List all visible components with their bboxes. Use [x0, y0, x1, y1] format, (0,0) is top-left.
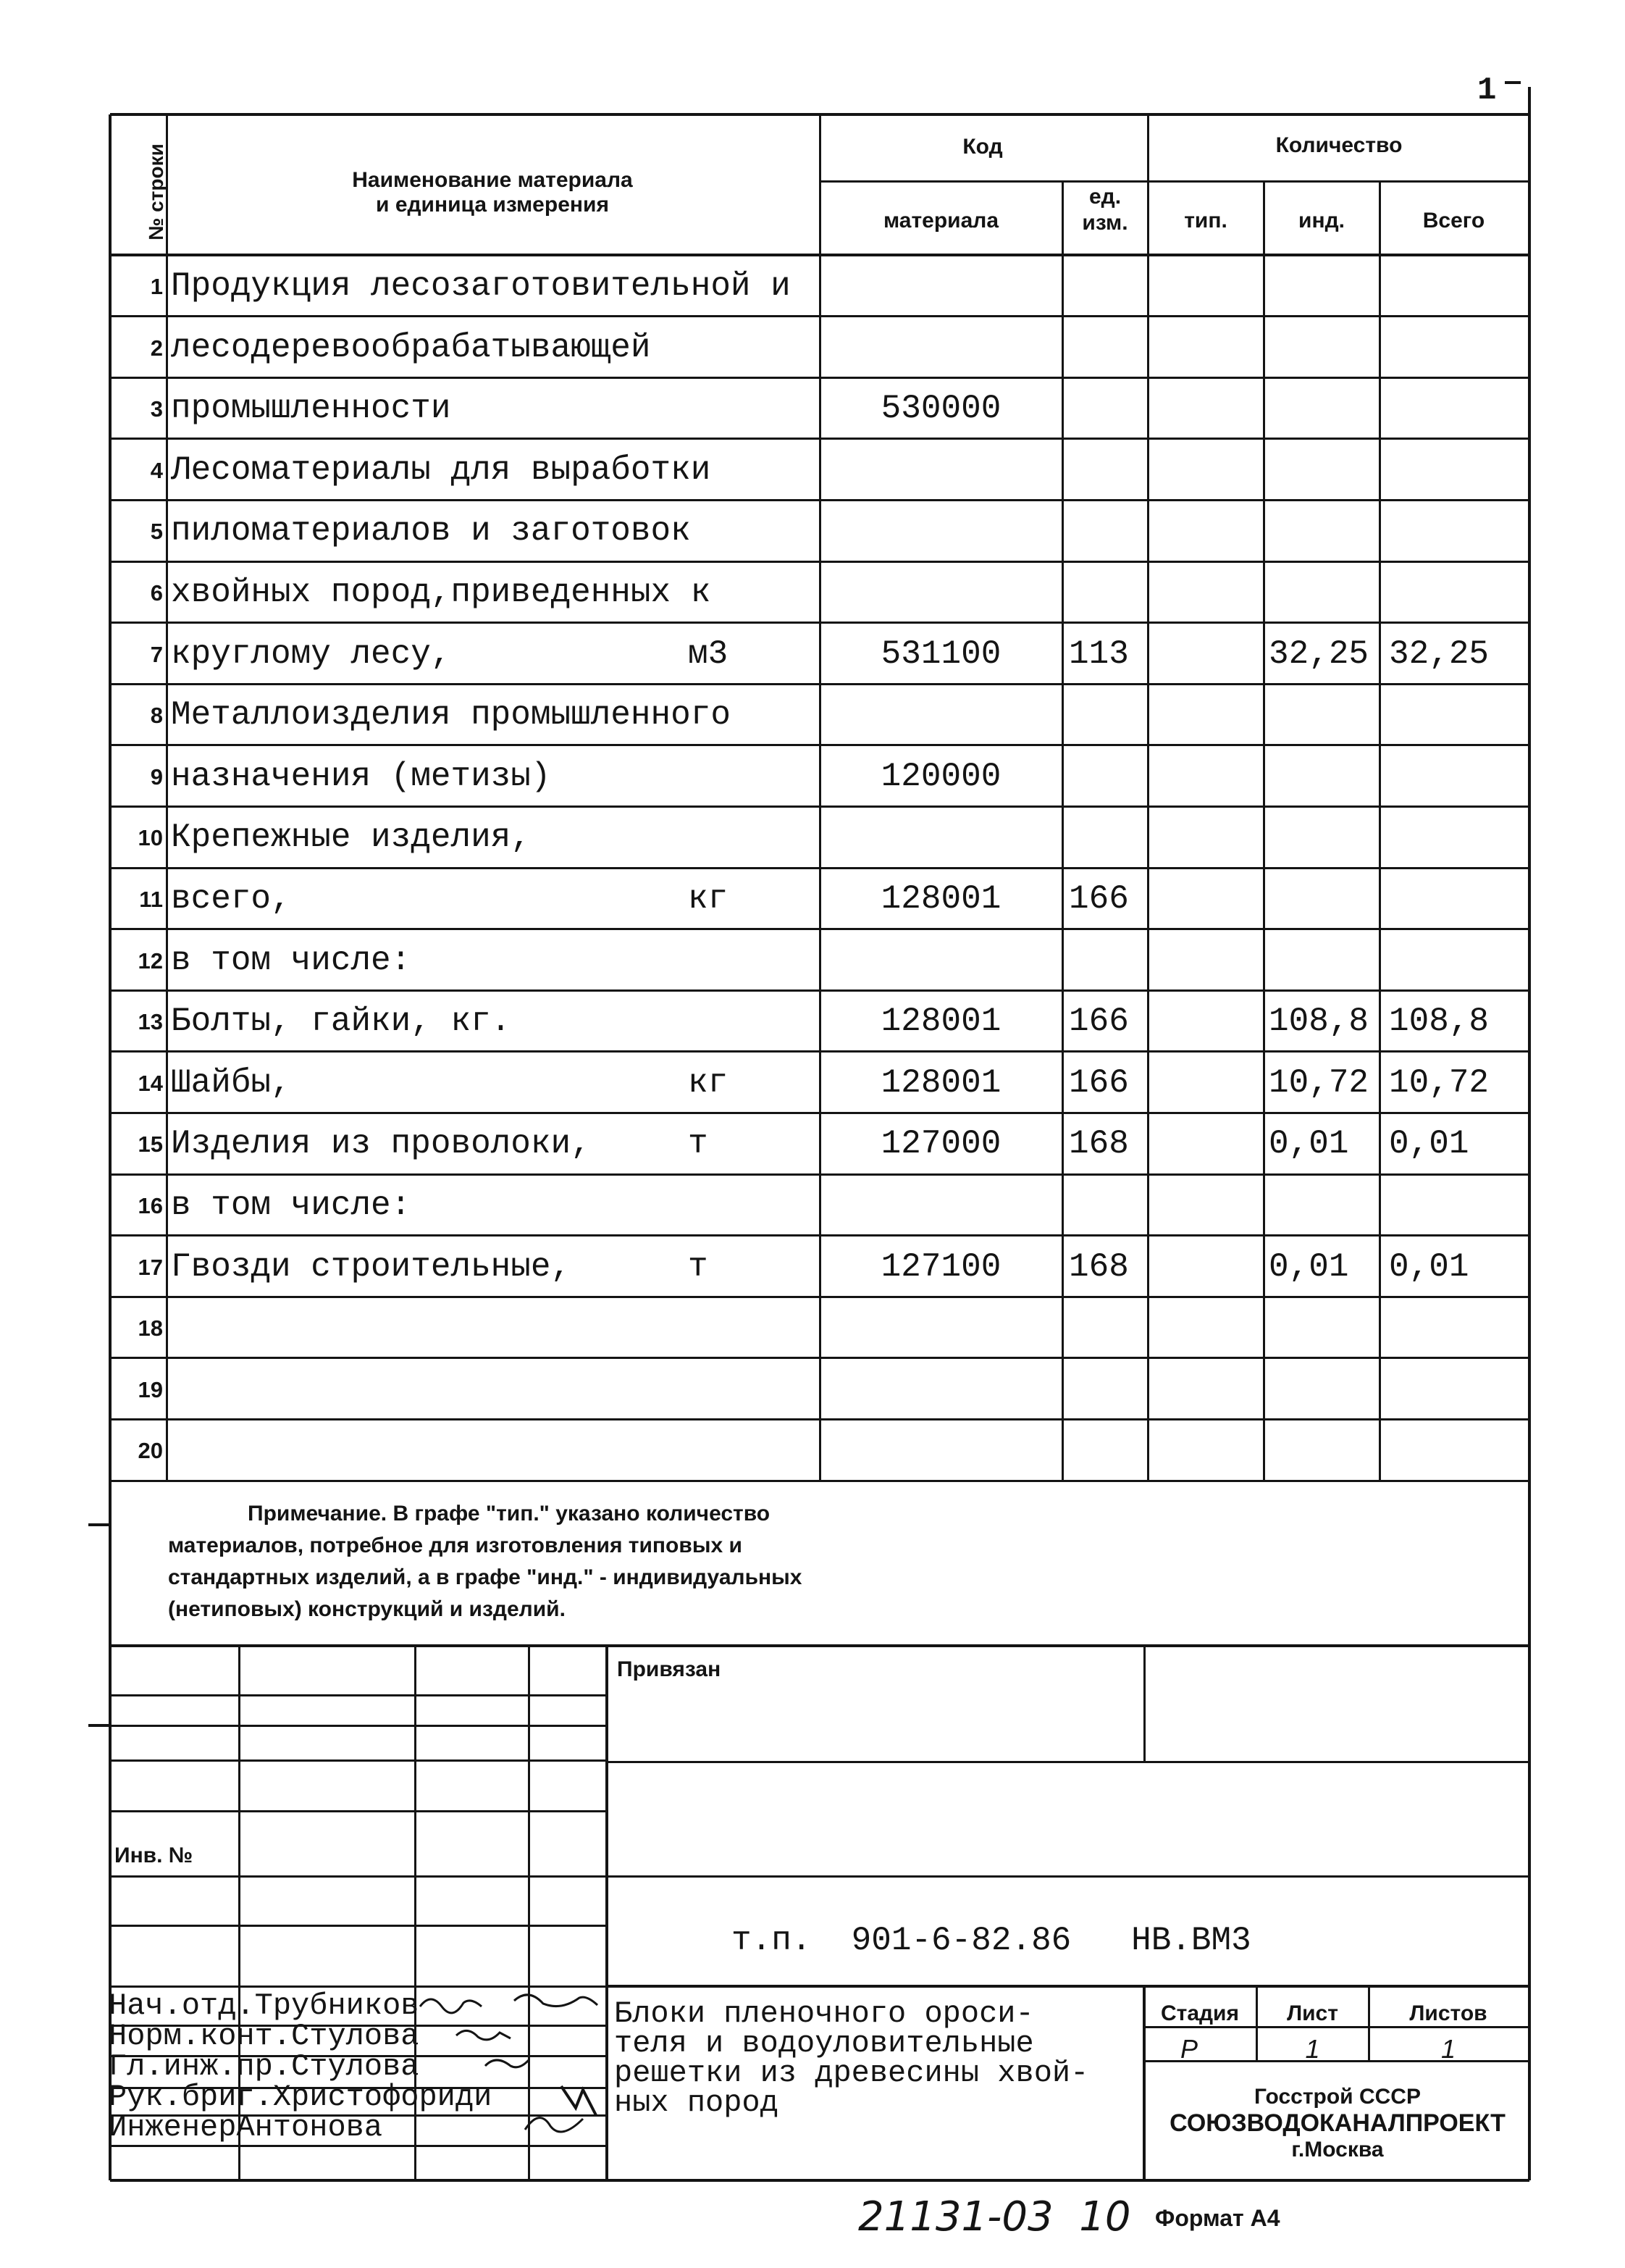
page-mark-dash [1505, 81, 1521, 84]
row-number: 18 [138, 1315, 163, 1342]
unit-name: т [688, 1247, 708, 1286]
paper-format: Формат А4 [1155, 2205, 1280, 2231]
signer-role: Инженер [109, 2110, 237, 2145]
row-line [110, 1050, 1529, 1053]
signer-role: Нач.отд. [109, 1988, 255, 2023]
signer-name: Христофориди [272, 2080, 492, 2114]
column-line [166, 114, 168, 1481]
signer-role: Норм.конт. [109, 2019, 292, 2054]
row-number: 6 [150, 580, 163, 606]
table-left-border [109, 114, 112, 2180]
qty-ind: 0,01 [1269, 1247, 1349, 1286]
signature-row [109, 2019, 419, 2054]
row-number: 20 [138, 1438, 163, 1464]
row-line [110, 1296, 1529, 1298]
organization [1146, 2085, 1529, 2162]
material-code: 128001 [881, 1003, 1002, 1041]
row-number: 5 [150, 519, 163, 545]
signature-row [109, 1988, 419, 2023]
note-line: стандартных изделий, а в графе "инд." - индивидуальных [168, 1565, 802, 1589]
sheets-label: Листов [1409, 2001, 1487, 2025]
qty-total: 10,72 [1389, 1063, 1490, 1102]
row-line [110, 989, 1529, 992]
row-line [110, 438, 1529, 440]
row-line [110, 683, 1529, 685]
material-name: Металлоизделия промышленного [171, 696, 731, 735]
unit-code: 168 [1069, 1247, 1129, 1286]
material-name: пиломатериалов и заготовок [171, 512, 691, 551]
material-name: Изделия из проволоки, [171, 1125, 591, 1163]
material-code: 128001 [881, 1063, 1002, 1102]
qty-total: 0,01 [1389, 1247, 1469, 1286]
material-name: Продукция лесозаготовительной и [171, 267, 791, 305]
material-name: круглому лесу, [171, 635, 451, 673]
material-code: 128001 [881, 880, 1002, 918]
unit-name: кг [688, 1063, 728, 1102]
header-unit: ед. изм. [1082, 185, 1128, 235]
signer-name: Трубников [254, 1988, 419, 2023]
sheet-value: 1 [1305, 2034, 1320, 2064]
row-line [110, 805, 1529, 808]
header-row-number: № строки [145, 143, 167, 240]
row-number: 17 [138, 1254, 163, 1280]
header-name: Наименование материала и единица измерения [352, 168, 633, 217]
qty-total: 0,01 [1389, 1125, 1469, 1163]
material-code: 120000 [881, 757, 1002, 795]
title-row-line [110, 1875, 607, 1878]
material-name: Гвозди строительные, [171, 1247, 571, 1286]
unit-code: 166 [1069, 1003, 1129, 1041]
row-number: 10 [138, 825, 163, 851]
unit-name: м3 [688, 635, 728, 673]
unit-name: т [688, 1125, 708, 1163]
page-mark: 1 [1477, 72, 1497, 109]
header-material: материала [883, 209, 999, 233]
document-code: т.п. 901-6-82.86 НВ.ВМ3 [731, 1922, 1251, 1959]
title-bottom-border [110, 2179, 1529, 2182]
row-line [110, 1173, 1529, 1176]
qty-ind: 108,8 [1269, 1003, 1369, 1041]
signer-role: Гл.инж.пр. [109, 2049, 292, 2084]
note-line: (нетиповых) конструкций и изделий. [168, 1597, 566, 1621]
material-code: 127100 [881, 1247, 1002, 1286]
row-number: 13 [138, 1009, 163, 1035]
header-ind: инд. [1298, 209, 1345, 233]
document-description: Блоки пленочного ороси- теля и водоуловительные решетки из древесины хвой- ных пород [614, 1996, 1089, 2120]
row-number: 12 [138, 947, 163, 974]
title-row-line [110, 1810, 607, 1812]
qty-ind: 0,01 [1269, 1125, 1349, 1163]
sheet-label: Лист [1287, 2001, 1338, 2025]
unit-code: 166 [1069, 880, 1129, 918]
row-number: 3 [150, 396, 163, 422]
title-row-line [110, 1694, 607, 1696]
material-name: Крепежные изделия, [171, 819, 531, 857]
header-total: Всего [1422, 209, 1485, 233]
row-line [110, 1357, 1529, 1359]
row-number: 14 [138, 1070, 163, 1096]
org-name: СОЮЗВОДОКАНАЛПРОЕКТ [1170, 2109, 1506, 2137]
sheets-value: 1 [1440, 2034, 1456, 2064]
unit-code: 113 [1069, 635, 1129, 673]
qty-total: 108,8 [1389, 1003, 1490, 1041]
row-line [110, 377, 1529, 379]
row-line [110, 315, 1529, 317]
margin-tick [88, 1523, 110, 1526]
signer-role: Рук.бриг. [109, 2080, 273, 2114]
row-line [110, 928, 1529, 930]
note [168, 1498, 1001, 1625]
row-number: 9 [150, 763, 163, 790]
row-line [110, 1418, 1529, 1420]
org-ministry: Госстрой СССР [1254, 2085, 1421, 2109]
title-row-line [110, 1725, 607, 1727]
title-column-line [1143, 1646, 1146, 1762]
row-number: 15 [138, 1131, 163, 1158]
row-line [110, 561, 1529, 563]
stage-value: Р [1180, 2034, 1198, 2064]
title-row-line [607, 1985, 1529, 1988]
row-number: 8 [150, 703, 163, 729]
row-line [110, 622, 1529, 624]
material-name: лесодеревообрабатывающей [171, 328, 651, 367]
material-name: в том числе: [171, 941, 411, 979]
signatures-scribbles [406, 1985, 616, 2188]
header-typ: тип. [1184, 209, 1227, 233]
org-city: г.Москва [1291, 2138, 1384, 2162]
inventory-label: Инв. № [114, 1844, 193, 1867]
column-line [1147, 114, 1149, 1481]
material-name: Болты, гайки, кг. [171, 1003, 511, 1041]
row-line [110, 1480, 1529, 1482]
note-line: Примечание. В графе "тип." указано количество [248, 1502, 770, 1526]
qty-total: 32,25 [1389, 635, 1490, 673]
row-number: 7 [150, 641, 163, 667]
signer-name: Стулова [291, 2019, 419, 2054]
signer-name: Стулова [291, 2049, 419, 2084]
title-row-line [110, 1645, 607, 1647]
material-name: назначения (метизы) [171, 757, 551, 795]
archive-number: 21131-03 10 [858, 2193, 1131, 2240]
material-name: в том числе: [171, 1187, 411, 1224]
qty-ind: 10,72 [1269, 1063, 1369, 1102]
row-number: 11 [139, 887, 163, 912]
table-right-border [1528, 87, 1531, 1481]
unit-name: кг [688, 880, 728, 918]
material-code: 530000 [881, 390, 1002, 428]
qty-ind: 32,25 [1269, 635, 1369, 673]
header-quantity: Количество [1275, 133, 1403, 157]
row-number: 19 [138, 1376, 163, 1402]
row-line [110, 867, 1529, 869]
margin-tick [88, 1724, 110, 1727]
row-line [110, 744, 1529, 746]
material-name: Лесоматериалы для выработки [171, 451, 711, 489]
unit-code: 166 [1069, 1063, 1129, 1102]
note-line: материалов, потребное для изготовления типовых и [168, 1533, 742, 1557]
signature-row [109, 2112, 382, 2143]
attached-label: Привязан [617, 1657, 721, 1681]
row-line [110, 1234, 1529, 1236]
row-line [110, 499, 1529, 501]
material-name: промышленности [171, 390, 451, 428]
header-code: Код [962, 135, 1003, 159]
row-line [110, 1112, 1529, 1114]
row-number: 1 [150, 274, 163, 299]
title-row-line [110, 1759, 607, 1762]
header-sub-line [820, 180, 1529, 183]
note-right-border [1528, 1481, 1531, 1646]
row-number: 4 [150, 457, 163, 483]
stage-label: Стадия [1160, 2001, 1240, 2025]
title-row-line [607, 1875, 1529, 1878]
material-name: Шайбы, [171, 1063, 291, 1102]
material-code: 531100 [881, 635, 1002, 673]
row-number: 16 [138, 1193, 163, 1218]
row-number: 2 [150, 335, 163, 361]
material-name: хвойных пород,приведенных к [171, 574, 711, 611]
signature-row [109, 2051, 419, 2082]
unit-code: 168 [1069, 1125, 1129, 1163]
signer-name: Антонова [236, 2110, 383, 2145]
title-row-line [607, 1761, 1529, 1763]
title-row-line [110, 1925, 607, 1927]
material-name: всего, [171, 880, 291, 918]
material-code: 127000 [881, 1125, 1002, 1163]
